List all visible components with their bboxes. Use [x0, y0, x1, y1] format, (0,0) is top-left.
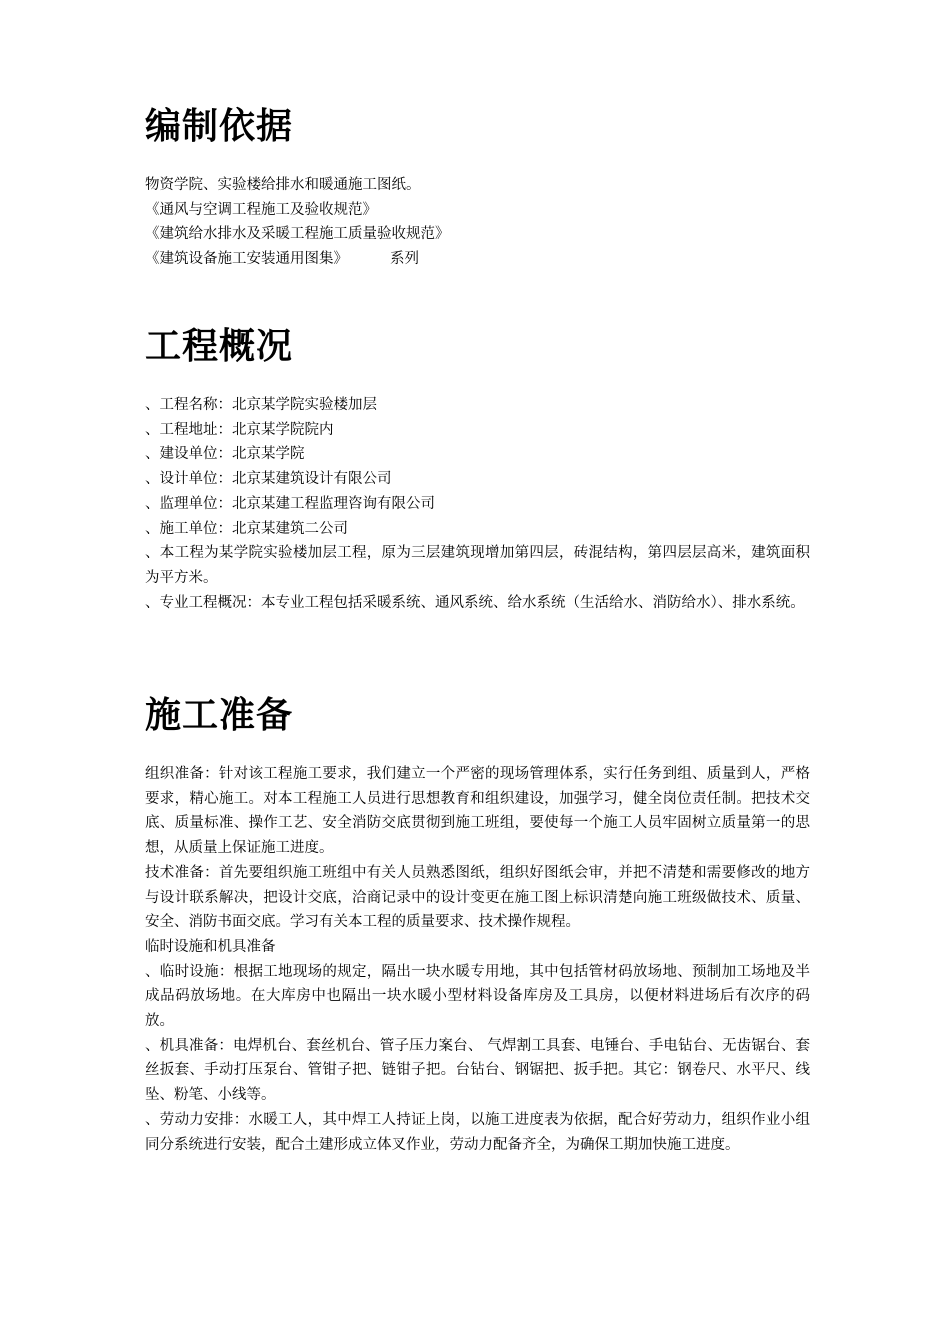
- overview-item: 、设计单位：北京某建筑设计有限公司: [145, 471, 392, 488]
- preparation-subheading: 临时设施和机具准备: [145, 938, 276, 955]
- overview-list: [145, 393, 810, 615]
- basis-list: [145, 173, 810, 272]
- section-title-overview: 工程概况: [145, 326, 294, 367]
- overview-item: 、施工单位：北京某建筑二公司: [145, 520, 348, 537]
- overview-item: 、监理单位：北京某建工程监理咨询有限公司: [145, 495, 435, 512]
- overview-item: 、工程地址：北京某学院院内: [145, 421, 334, 438]
- section-title-basis: 编制依据: [145, 106, 294, 147]
- basis-line: 《建筑给水排水及采暖工程施工质量验收规范》: [145, 226, 450, 243]
- section-basis: [145, 105, 810, 272]
- section-title-preparation: 施工准备: [145, 695, 294, 736]
- preparation-paragraph: 、临时设施：根据工地现场的规定，隔出一块水暖专用地，其中包括管材码放场地、预制加工场地及半成品码放场地。在大库房中也隔出一块水暖小型材料设备库房及工具房，以便材料进场后有次序的码放。: [145, 963, 810, 1030]
- overview-item: 、工程名称：北京某学院实验楼加层: [145, 397, 377, 413]
- preparation-paragraph: 技术准备：首先要组织施工班组中有关人员熟悉图纸，组织好图纸会审，并把不清楚和需要修改的地方与设计联系解决，把设计交底，洽商记录中的设计变更在施工图上标识清楚向施工班级做技术、质量、安全、消防书面交底。学习有关本工程的质量要求、技术操作规程。: [145, 864, 810, 931]
- series-suffix: 系列: [390, 251, 419, 268]
- basis-line: 《通风与空调工程施工及验收规范》: [145, 201, 377, 218]
- basis-line: 物资学院、实验楼给排水和暖通施工图纸。: [145, 177, 421, 193]
- overview-item: 、本工程为某学院实验楼加层工程，原为三层建筑现增加第四层，砖混结构，第四层层高米，建筑面积为平方米。: [145, 545, 810, 586]
- overview-item: 、专业工程概况：本专业工程包括采暖系统、通风系统、给水系统（生活给水、消防给水）、排水系统。: [145, 594, 805, 611]
- preparation-paragraph: 、劳动力安排：水暖工人，其中焊工人持证上岗，以施工进度表为依据，配合好劳动力，组织作业小组同分系统进行安装，配合土建形成立体叉作业，劳动力配备齐全，为确保工期加快施工进度。: [145, 1111, 810, 1153]
- preparation-paragraph: 组织准备：针对该工程施工要求，我们建立一个严密的现场管理体系，实行任务到组、质量到人，严格要求，精心施工。对本工程施工人员进行思想教育和组织建设，加强学习，健全岗位责任制。把技术交底、质量标准、操作工艺、安全消防交底贯彻到施工班组，要使每一个施工人员牢固树立质量第一的思想，从质量上保证施工进度。: [145, 766, 810, 857]
- section-overview: [145, 325, 810, 615]
- section-preparation: [145, 694, 810, 1157]
- basis-line-with-series: [145, 247, 810, 272]
- preparation-paragraph: 、机具准备：电焊机台、套丝机台、管子压力案台、 气焊割工具套、电锤台、手电钻台、无齿锯台、套丝扳套、手动打压泵台、管钳子把、链钳子把。台钻台、钢锯把、扳手把。其它：钢卷尺、水平尺、线坠、粉笔、小线等。: [145, 1037, 810, 1104]
- overview-item: 、建设单位：北京某学院: [145, 446, 305, 463]
- basis-line: 《建筑设备施工安装通用图集》: [145, 251, 348, 268]
- preparation-body: [145, 762, 810, 1157]
